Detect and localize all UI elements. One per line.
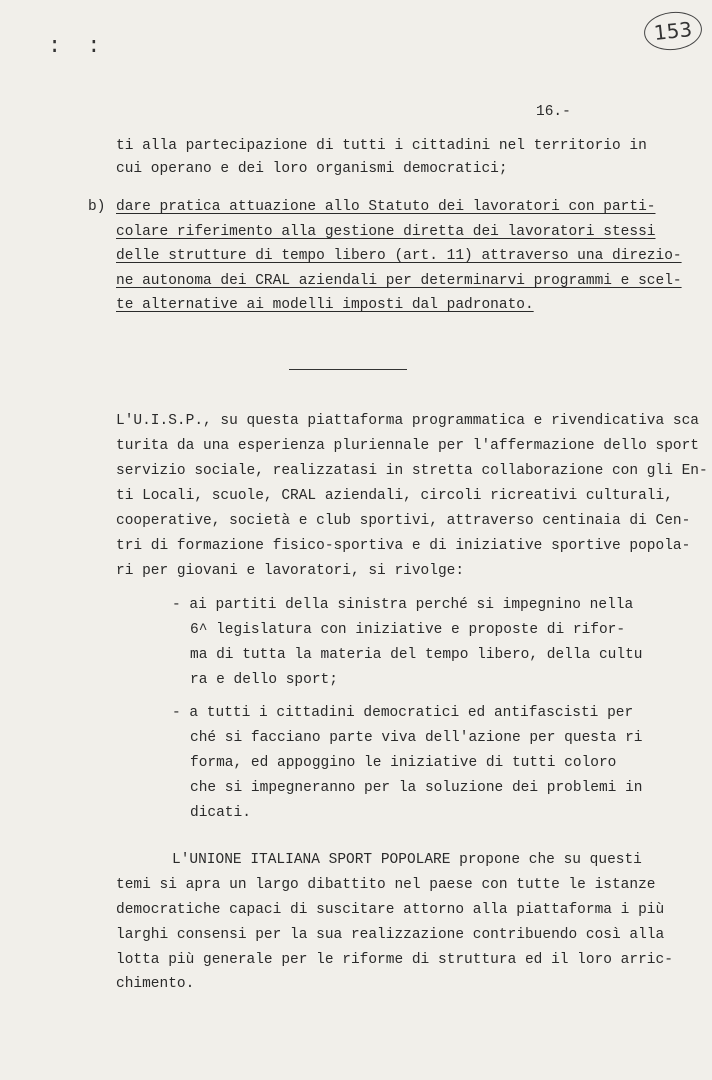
bullet-line: forma, ed appoggino le iniziative di tutti coloro <box>190 755 617 771</box>
text-line: servizio sociale, realizzatasi in stretta collaborazione con gli En- <box>116 463 708 479</box>
text-line: colare riferimento alla gestione diretta dei lavoratori stessi <box>116 224 656 240</box>
bullet-line: ché si facciano parte viva dell'azione per questa ri <box>190 730 643 746</box>
bullet-line: 6^ legislatura con iniziative e proposte di rifor- <box>190 622 626 638</box>
text-line: temi si apra un largo dibattito nel paese con tutte le istanze <box>116 877 656 893</box>
punch-marks: :: <box>48 34 127 59</box>
text-line: cui operano e dei loro organismi democratici; <box>116 161 508 177</box>
text-line: tri di formazione fisico-sportiva e di iniziative sportive popola- <box>116 538 691 554</box>
bullet-line: - a tutti i cittadini democratici ed antifascisti per <box>172 705 634 721</box>
text-line: turita da una esperienza pluriennale per l'affermazione dello sport <box>116 438 699 454</box>
bullet-line: che si impegneranno per la soluzione dei problemi in <box>190 780 643 796</box>
text-line: lotta più generale per le riforme di struttura ed il loro arric- <box>116 952 673 968</box>
bullet-line: ra e dello sport; <box>190 672 338 688</box>
text-line: ri per giovani e lavoratori, si rivolge: <box>116 563 465 579</box>
text-line: dare pratica attuazione allo Statuto dei lavoratori con parti- <box>116 199 656 215</box>
text-line: delle strutture di tempo libero (art. 11) attraverso una direzio- <box>116 248 682 264</box>
text-line: cooperative, società e club sportivi, attraverso centinaia di Cen- <box>116 513 691 529</box>
text-line: larghi consensi per la sua realizzazione contribuendo così alla <box>116 927 665 943</box>
text-line: L'U.I.S.P., su questa piattaforma programmatica e rivendicativa sca <box>116 413 699 429</box>
text-line: ti Locali, scuole, CRAL aziendali, circoli ricreativi culturali, <box>116 488 673 504</box>
text-line: ti alla partecipazione di tutti i cittadini nel territorio in <box>116 138 647 154</box>
text-line: L'UNIONE ITALIANA SPORT POPOLARE propone che su questi <box>172 852 642 868</box>
page-number: 16.- <box>536 104 571 120</box>
text-line: ne autonoma dei CRAL aziendali per determinarvi programmi e scel- <box>116 273 682 289</box>
text-line: democratiche capaci di suscitare attorno alla piattaforma i più <box>116 902 665 918</box>
bullet-line: ma di tutta la materia del tempo libero, della cultu <box>190 647 643 663</box>
page-stamp: 153 <box>642 9 704 53</box>
bullet-line: - ai partiti della sinistra perché si impegnino nella <box>172 597 634 613</box>
text-line: chimento. <box>116 976 195 992</box>
section-divider <box>289 369 407 370</box>
bullet-line: dicati. <box>190 805 251 821</box>
list-label: b) <box>88 199 106 215</box>
text-line: te alternative ai modelli imposti dal padronato. <box>116 297 534 313</box>
